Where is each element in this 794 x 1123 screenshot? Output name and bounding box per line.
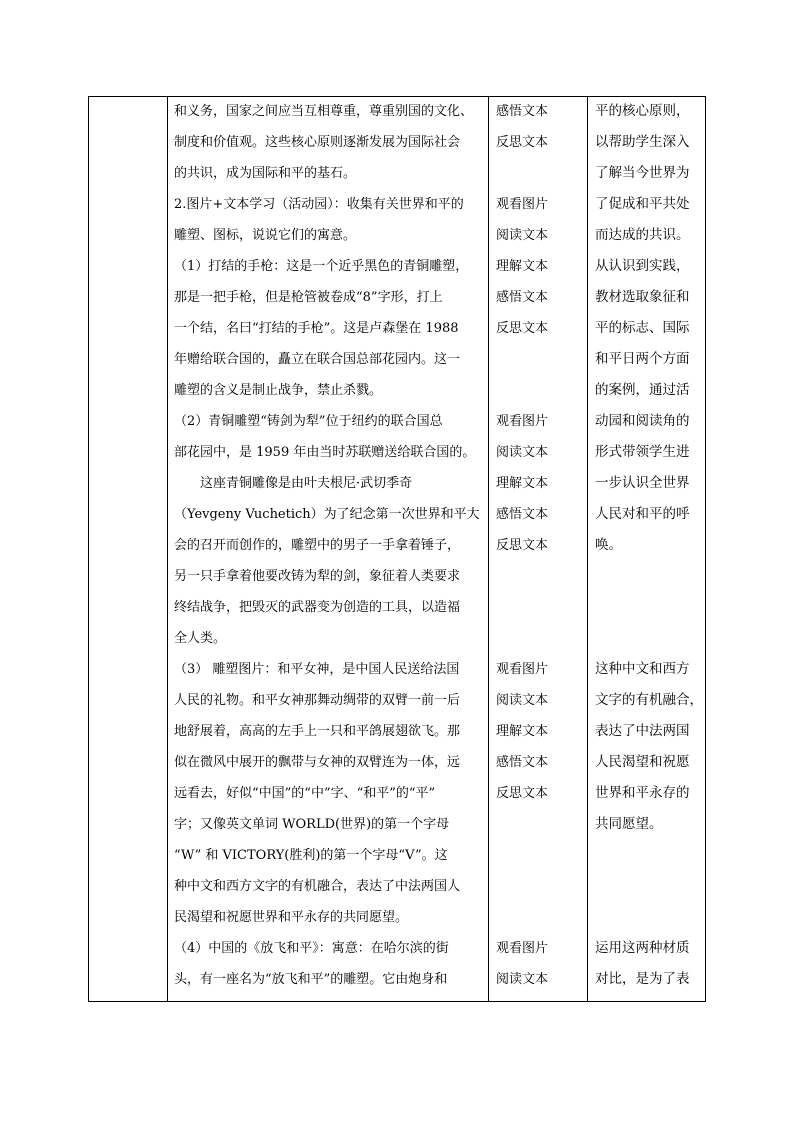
intent-text-line: 这种中文和西方 xyxy=(595,661,690,677)
table-border-bottom xyxy=(88,1001,706,1002)
intent-text-line: 对比，是为了表 xyxy=(595,971,690,987)
main-text-line: （1）打结的手枪：这是一个近乎黑色的青铜雕塑， xyxy=(174,259,469,274)
activity-text-line: 感悟文本 xyxy=(496,755,549,770)
main-text-line: 和义务，国家之间应当互相尊重，尊重别国的文化、 xyxy=(174,104,474,119)
activity-text-line: 感悟文本 xyxy=(496,507,549,522)
activity-text-line: 理解文本 xyxy=(496,259,549,274)
activity-text-line: 反思文本 xyxy=(496,135,549,150)
activity-text-line: 阅读文本 xyxy=(496,693,549,708)
main-text-line: 2.图片+文本学习（活动园）：收集有关世界和平的 xyxy=(174,197,464,212)
main-text-line: 人民的礼物。和平女神那舞动绸带的双臂一前一后 xyxy=(174,693,461,708)
main-text-line: 地舒展着，高高的左手上一只和平鸽展翅欲飞。那 xyxy=(174,724,461,739)
intent-text-line: 教材选取象征和 xyxy=(595,289,690,305)
main-text-line: 全人类。 xyxy=(174,631,227,646)
column-divider-2 xyxy=(488,96,489,1002)
column-divider-3 xyxy=(587,96,588,1002)
activity-text-line: 理解文本 xyxy=(496,724,549,739)
intent-text-line: 平的标志、国际 xyxy=(595,320,690,336)
main-text-line: “W” 和 VICTORY(胜利)的第一个字母“V”。这 xyxy=(174,848,448,863)
main-text-line: 远看去，好似“中国”的“中”字、“和平”的“平” xyxy=(174,786,436,801)
activity-text-line: 反思文本 xyxy=(496,786,549,801)
main-text-line: 制度和价值观。这些核心原则逐渐发展为国际社会 xyxy=(174,135,461,150)
main-text-line: （4）中国的《放飞和平》：寓意：在哈尔滨的街 xyxy=(174,941,449,956)
intent-text-line: 共同愿望。 xyxy=(595,816,663,832)
intent-text-line: 一步认识全世界 xyxy=(595,475,690,491)
activity-text-line: 理解文本 xyxy=(496,476,549,491)
intent-text-line: 了促成和平共处 xyxy=(595,196,690,212)
main-text-line: 年赠给联合国的，矗立在联合国总部花园内。这一 xyxy=(174,352,461,367)
main-text-line: 终结战争，把毁灭的武器变为创造的工具，以造福 xyxy=(174,600,461,615)
main-text-line: 那是一把手枪，但是枪管被卷成“8”字形，打上 xyxy=(174,290,443,305)
intent-text-line: 表达了中法两国 xyxy=(595,723,690,739)
activity-text-line: 反思文本 xyxy=(496,538,549,553)
activity-text-line: 阅读文本 xyxy=(496,972,549,987)
main-text-line: （2）青铜雕塑“铸剑为犁”位于纽约的联合国总 xyxy=(174,414,443,429)
activity-text-line: 观看图片 xyxy=(496,662,549,677)
main-text-line: 的共识，成为国际和平的基石。 xyxy=(174,166,357,181)
intent-text-line: 唤。 xyxy=(595,537,622,553)
intent-text-line: 人民渴望和祝愿 xyxy=(595,754,690,770)
activity-text-line: 观看图片 xyxy=(496,197,549,212)
main-text-line: 会的召开而创作的，雕塑中的男子一手拿着锤子， xyxy=(174,538,461,553)
activity-text-line: 观看图片 xyxy=(496,414,549,429)
main-text-line: 民渴望和祝愿世界和平永存的共同愿望。 xyxy=(174,910,409,925)
intent-text-line: 动园和阅读角的 xyxy=(595,413,690,429)
main-text-line: 种中文和西方文字的有机融合，表达了中法两国人 xyxy=(174,879,461,894)
activity-text-line: 观看图片 xyxy=(496,941,549,956)
intent-text-line: 运用这两种材质 xyxy=(595,940,690,956)
table-border-right xyxy=(705,96,706,1002)
main-text-line: 一个结，名曰“打结的手枪”。这是卢森堡在 1988 xyxy=(174,321,459,336)
main-text-line: 头，有一座名为“放飞和平”的雕塑。它由炮身和 xyxy=(174,972,448,987)
intent-text-line: 形式带领学生进 xyxy=(595,444,690,460)
column-divider-1 xyxy=(167,96,168,1002)
main-text-line: （Yevgeny Vuchetich）为了纪念第一次世界和平大 xyxy=(174,507,480,522)
main-text-line: （3） 雕塑图片：和平女神，是中国人民送给法国 xyxy=(174,662,460,677)
intent-text-line: 世界和平永存的 xyxy=(595,785,690,801)
activity-text-line: 感悟文本 xyxy=(496,290,549,305)
activity-text-line: 反思文本 xyxy=(496,321,549,336)
main-text-line: 字；又像英文单词 WORLD(世界)的第一个字母 xyxy=(174,817,450,832)
main-text-line: 雕塑、图标，说说它们的寓意。 xyxy=(174,228,357,243)
intent-text-line: 从认识到实践， xyxy=(595,258,690,274)
intent-text-line: 了解当今世界为 xyxy=(595,165,690,181)
main-text-line: 另一只手拿着他要改铸为犁的剑，象征着人类要求 xyxy=(174,569,461,584)
intent-text-line: 而达成的共识。 xyxy=(595,227,690,243)
main-text-line: 雕塑的含义是制止战争，禁止杀戮。 xyxy=(174,383,383,398)
intent-text-line: 和平日两个方面 xyxy=(595,351,690,367)
main-text-line: 部花园中，是 1959 年由当时苏联赠送给联合国的。 xyxy=(174,445,476,460)
intent-text-line: 以帮助学生深入 xyxy=(595,134,690,150)
main-text-line: 这座青铜雕像是由叶夫根尼·武切季奇 xyxy=(174,476,413,491)
activity-text-line: 阅读文本 xyxy=(496,445,549,460)
intent-text-line: 的案例，通过活 xyxy=(595,382,690,398)
intent-text-line: 人民对和平的呼 xyxy=(595,506,690,522)
activity-text-line: 感悟文本 xyxy=(496,104,549,119)
activity-text-line: 阅读文本 xyxy=(496,228,549,243)
table-border-left xyxy=(88,96,89,1002)
intent-text-line: 平的核心原则， xyxy=(595,103,690,119)
intent-text-line: 文字的有机融合， xyxy=(595,692,703,708)
main-text-line: 似在微风中展开的飘带与女神的双臂连为一体，远 xyxy=(174,755,461,770)
